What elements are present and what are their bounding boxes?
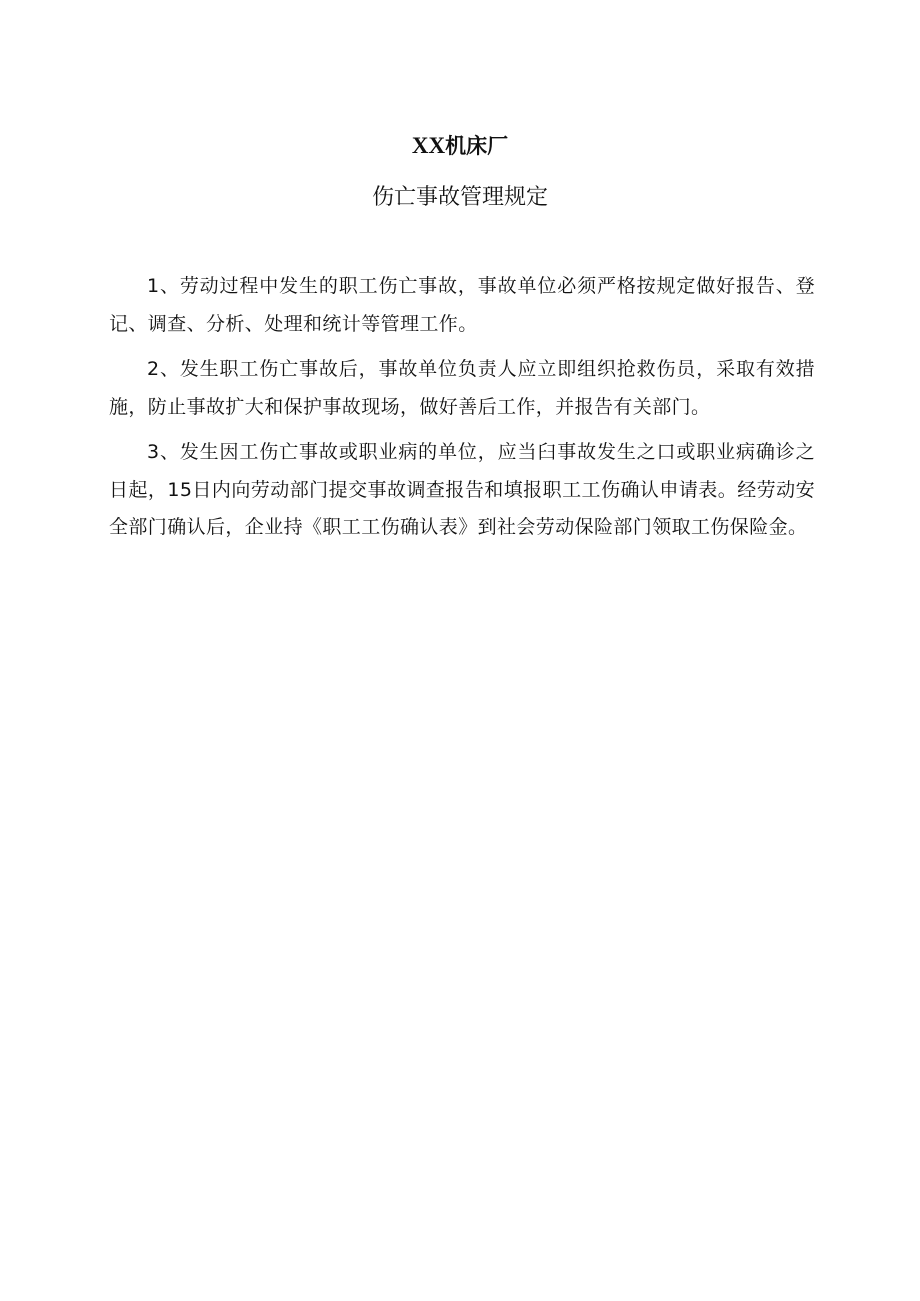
paragraph-1: 1、劳动过程中发生的职工伤亡事故，事故单位必须严格按规定做好报告、登记、调查、分析、处理和统计等管理工作。 bbox=[109, 275, 815, 335]
paragraph-3: 3、发生因工伤亡事故或职业病的单位，应当臼事故发生之口或职业病确诊之日起，15日内向劳动部门提交事故调查报告和填报职工工伤确认申请表。经劳动安全部门确认后，企业持《职工工伤确认表》到社会劳动保险部门领取工伤保险金。 bbox=[109, 441, 815, 538]
title-suffix: 机床厂 bbox=[445, 134, 509, 158]
title-prefix: XX bbox=[411, 133, 446, 158]
document-subtitle: 伤亡事故管理规定 bbox=[371, 185, 548, 210]
document-body bbox=[109, 268, 815, 555]
paragraph-2: 2、发生职工伤亡事故后，事故单位负责人应立即组织抢救伤员，采取有效措施，防止事故扩大和保护事故现场，做好善后工作，并报告有关部门。 bbox=[109, 358, 815, 418]
document-title bbox=[0, 130, 920, 160]
